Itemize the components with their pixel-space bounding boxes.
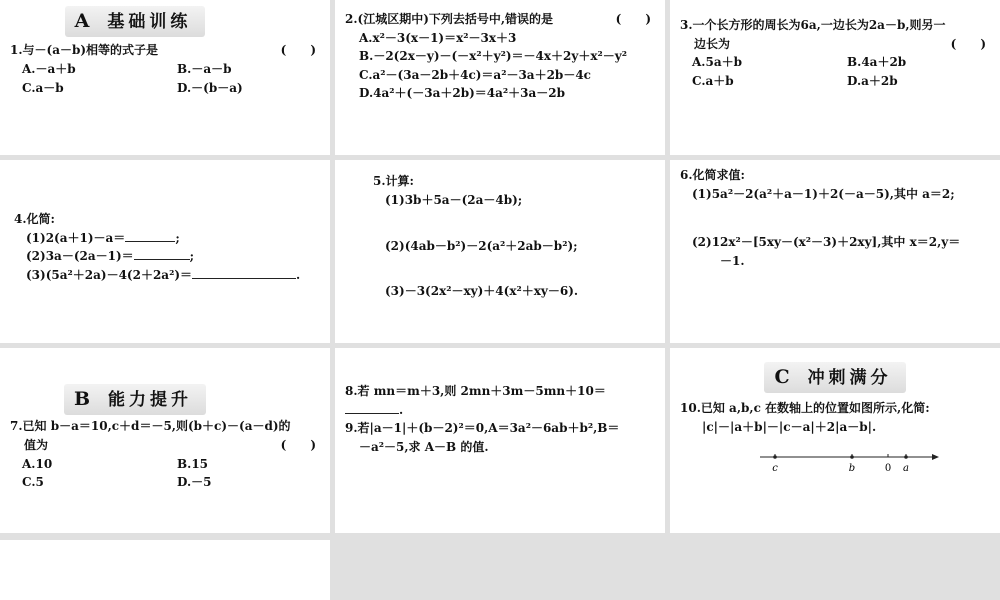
- question-7-line2: [10, 436, 320, 455]
- q5-item-2: (2)(4ab－b²)－2(a²＋2ab－b²);: [385, 239, 578, 254]
- q7-option-b: B.15: [177, 456, 209, 471]
- q7-option-a: A.10: [22, 456, 53, 471]
- q4-item-3-end: .: [296, 267, 301, 282]
- panel-q8-q9: [335, 348, 665, 533]
- question-1: [10, 41, 320, 60]
- q1-paren: ( ): [280, 43, 316, 58]
- section-a-banner: [65, 6, 206, 37]
- q5-item-1: (1)3b＋5a－(2a－4b);: [385, 192, 523, 207]
- q4-item-1-text: (1)2(a＋1)－a＝: [26, 230, 126, 245]
- section-b-banner: [64, 384, 206, 415]
- q4-item-3-text: (3)(5a²＋2a)－4(2＋2a²)＝: [26, 267, 193, 282]
- q2-option-a: A.x²－3(x－1)＝x²－3x＋3: [359, 30, 517, 45]
- q2-option-c: C.a²－(3a－2b＋4c)＝a²－3a＋2b－4c: [359, 67, 591, 82]
- q2-stem: 2.(江城区期中)下列去括号中,错误的是: [345, 12, 554, 26]
- panel-q5: [335, 160, 665, 343]
- section-c-banner: [764, 362, 905, 393]
- panel-q4: [0, 160, 330, 343]
- label-c: c: [772, 462, 778, 474]
- label-0: 0: [884, 462, 892, 474]
- panel-q2: [335, 0, 665, 155]
- q1-option-d: D.－(b－a): [177, 80, 243, 95]
- q4-item-2-end: ;: [189, 249, 195, 264]
- question-3: 3.一个长方形的周长为6a,一边长为2a－b,则另一: [680, 18, 946, 32]
- q2-paren: ( ): [615, 12, 651, 26]
- q5-item-3: (3)－3(2x²－xy)＋4(x²＋xy－6).: [385, 283, 579, 298]
- section-a-letter: A: [74, 10, 90, 32]
- q2-option-b: B.－2(2x－y)－(－x²＋y²)＝－4x＋2y＋x²－y²: [359, 49, 627, 64]
- q4-item-2-text: (2)3a－(2a－1)＝: [26, 249, 134, 264]
- q4-item-2: [14, 247, 320, 266]
- q4-item-1-end: ;: [175, 230, 180, 245]
- question-9: 9.若|a－1|＋(b－2)²＝0,A＝3a²－6ab＋b²,B＝: [345, 421, 620, 436]
- panel-q3: [670, 0, 1000, 155]
- section-a-title: 基础训练: [107, 11, 192, 32]
- panel-q1: [0, 0, 330, 155]
- section-b-letter: B: [73, 388, 91, 410]
- q3-option-c: C.a＋b: [692, 73, 734, 88]
- question-8: [345, 382, 655, 419]
- q1-stem: 1.与－(a－b)相等的式子是: [10, 43, 159, 58]
- question-2: [345, 10, 655, 29]
- q8-blank[interactable]: [345, 401, 399, 414]
- question-3-line2: [680, 35, 990, 54]
- section-b-title: 能力提升: [108, 389, 193, 410]
- question-5: 5.计算:: [373, 174, 414, 188]
- question-10-line2: |c|－|a＋b|－|c－a|＋2|a－b|.: [702, 420, 877, 435]
- q4-item-1: [14, 229, 320, 248]
- q4-blank-1[interactable]: [125, 229, 175, 242]
- q4-blank-2[interactable]: [134, 247, 190, 260]
- q3-option-d: D.a＋2b: [847, 73, 898, 88]
- q4-blank-3[interactable]: [192, 266, 296, 279]
- question-9-line2: －a²－5,求 A－B 的值.: [359, 439, 489, 454]
- number-line-figure: [680, 449, 990, 483]
- section-c-title: 冲刺满分: [807, 367, 892, 388]
- point-b: [850, 455, 854, 459]
- question-6: 6.化简求值:: [680, 168, 745, 182]
- panel-q7: [0, 348, 330, 533]
- q7-paren: ( ): [280, 438, 316, 453]
- q2-option-d: D.4a²＋(－3a＋2b)＝4a²＋3a－2b: [359, 86, 566, 101]
- panel-q10: [670, 348, 1000, 533]
- number-line: [760, 449, 940, 477]
- label-a: a: [903, 462, 909, 474]
- q3-option-a: A.5a＋b: [692, 55, 743, 70]
- q1-option-b: B.－a－b: [177, 62, 232, 77]
- number-line-arrow: [932, 454, 939, 460]
- label-b: b: [848, 462, 856, 474]
- q3-stem2: 边长为: [694, 36, 731, 51]
- section-c-letter: C: [774, 366, 790, 388]
- q7-stem2: 值为: [24, 438, 49, 453]
- q1-option-a: A.－a＋b: [22, 62, 76, 77]
- question-10: 10.已知 a,b,c 在数轴上的位置如图所示,化简:: [680, 401, 930, 416]
- panel-q6: [670, 160, 1000, 343]
- q3-option-b: B.4a＋2b: [847, 55, 907, 70]
- q8-end: .: [399, 402, 404, 417]
- question-7: 7.已知 b－a＝10,c＋d＝－5,则(b＋c)－(a－d)的: [10, 419, 291, 434]
- point-c: [773, 455, 777, 459]
- q7-option-d: D.－5: [177, 475, 212, 490]
- point-a: [904, 455, 908, 459]
- question-4: 4.化简:: [14, 212, 55, 226]
- panel-empty: [0, 540, 330, 600]
- q6-item-2a: (2)12x²－[5xy－(x²－3)＋2xy],其中 x＝2,y＝: [692, 235, 961, 250]
- q4-item-3: [14, 266, 320, 285]
- q3-paren: ( ): [950, 36, 986, 51]
- q6-item-1: (1)5a²－2(a²＋a－1)＋2(－a－5),其中 a＝2;: [692, 186, 955, 201]
- q1-option-c: C.a－b: [22, 80, 64, 95]
- q7-option-c: C.5: [22, 475, 44, 490]
- q6-item-2b: －1.: [720, 253, 745, 268]
- q8-stem: 8.若 mn＝m＋3,则 2mn＋3m－5mn＋10＝: [345, 384, 606, 398]
